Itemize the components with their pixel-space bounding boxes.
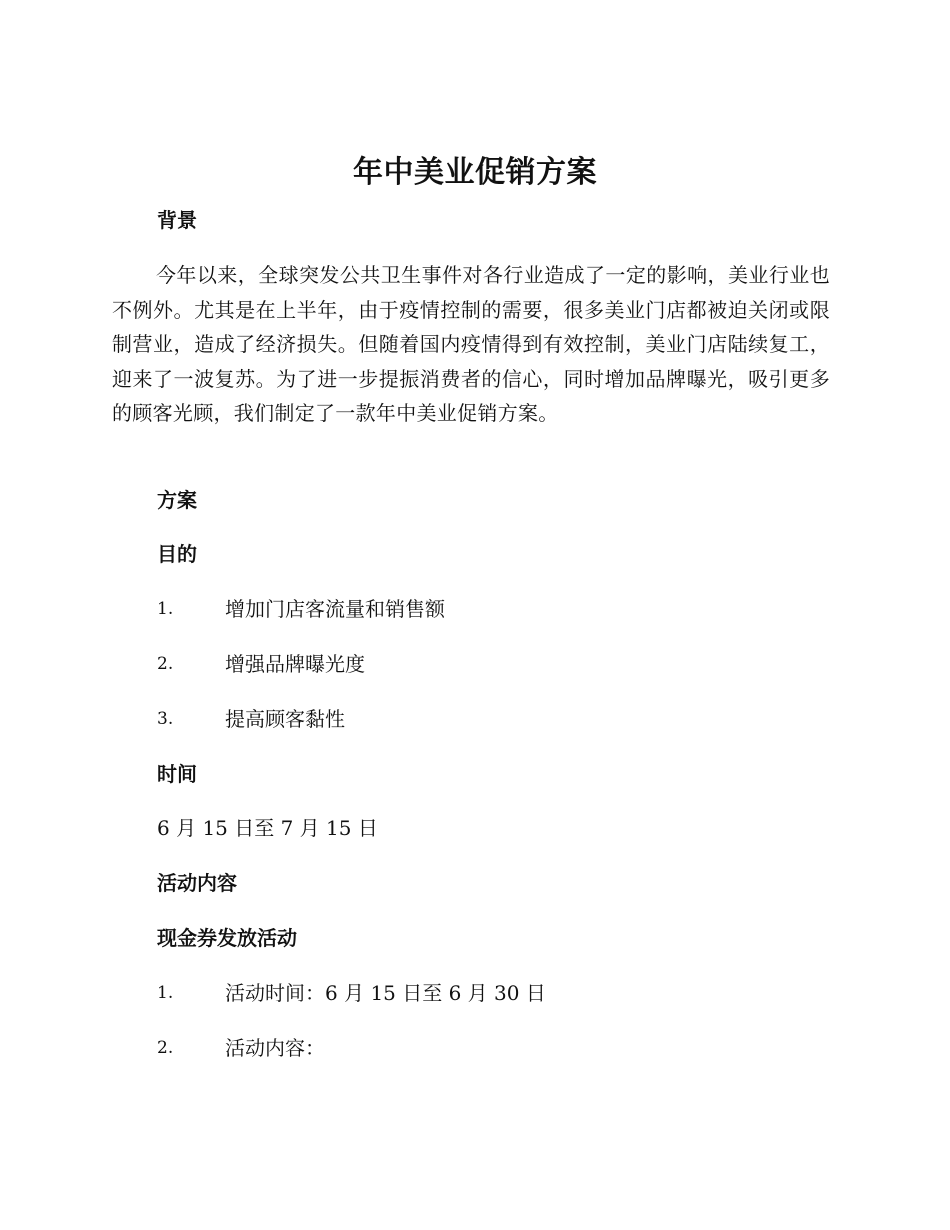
goal-list-item — [157, 594, 837, 624]
list-number: 2. — [157, 654, 174, 674]
goal-list-item — [157, 704, 837, 734]
list-text: 活动内容： — [225, 1036, 325, 1060]
background-paragraph: 今年以来，全球突发公共卫生事件对各行业造成了一定的影响，美业行业也不例外。尤其是在上半年，由于疫情控制的需要，很多美业门店都被迫关闭或限制营业，造成了经济损失。但随着国内疫情得到有效控制，美业门店陆续复工，迎来了一波复苏。为了进一步提振消费者的信心，同时增加品牌曝光，吸引更多的顾客光顾，我们制定了一款年中美业促销方案。 — [112, 263, 830, 425]
background-heading: 背景 — [157, 208, 197, 232]
list-number: 2. — [157, 1038, 174, 1058]
list-text: 活动时间：6 月 15 日至 6 月 30 日 — [225, 981, 546, 1005]
document-title: 年中美业促销方案 — [353, 155, 597, 190]
list-text: 提高顾客黏性 — [225, 707, 345, 731]
list-text: 增加门店客流量和销售额 — [225, 597, 445, 621]
list-number: 1. — [157, 599, 174, 619]
list-number: 1. — [157, 983, 174, 1003]
goal-heading: 目的 — [157, 542, 197, 566]
list-number: 3. — [157, 709, 174, 729]
content-heading: 活动内容 — [157, 871, 237, 895]
goal-list-item — [157, 649, 837, 679]
time-text: 6 月 15 日至 7 月 15 日 — [157, 816, 378, 840]
coupon-list-item — [157, 1033, 837, 1063]
coupon-heading: 现金券发放活动 — [157, 926, 297, 950]
plan-heading: 方案 — [157, 488, 197, 512]
time-heading: 时间 — [157, 762, 197, 786]
coupon-list-item — [157, 978, 837, 1008]
list-text: 增强品牌曝光度 — [225, 652, 365, 676]
